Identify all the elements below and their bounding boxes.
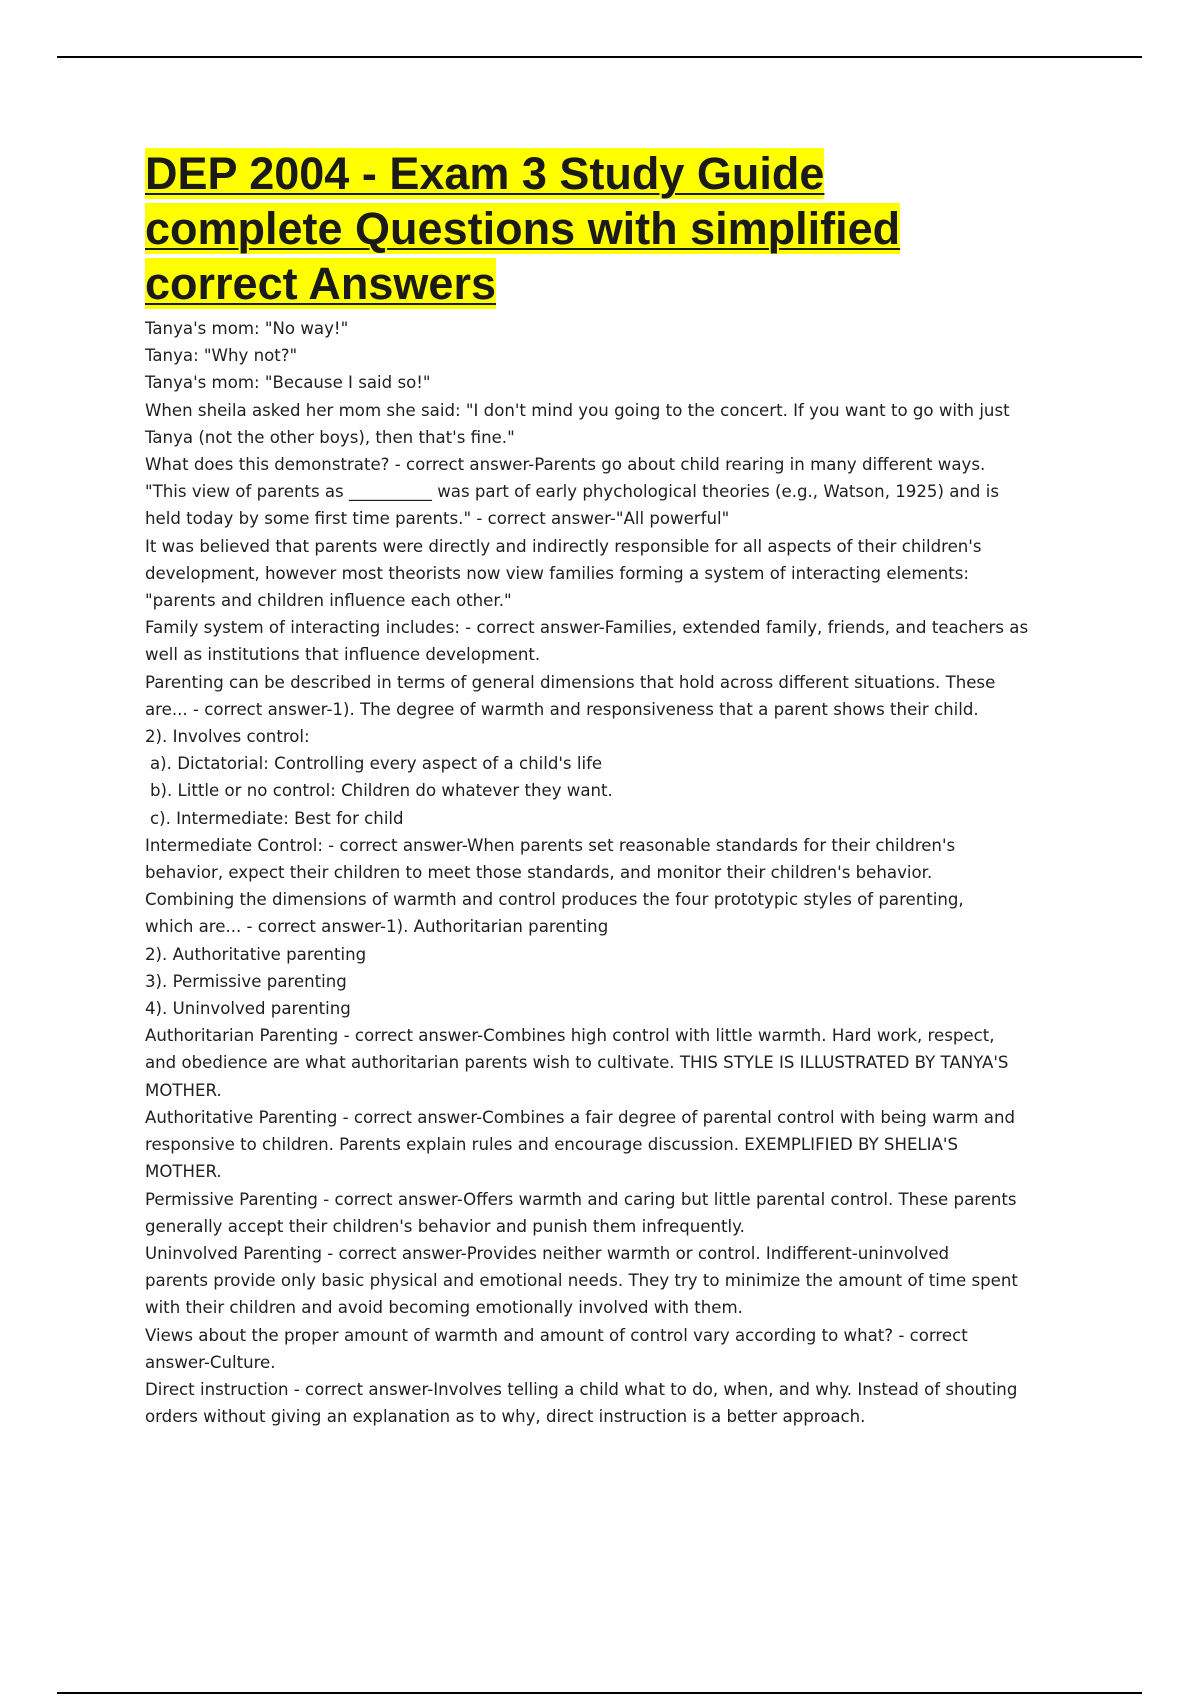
text-line: "parents and children influence each other." bbox=[145, 591, 512, 611]
title-line-text: DEP 2004 - Exam 3 Study Guide bbox=[145, 148, 825, 199]
text-line: Family system of interacting includes: - correct answer-Families, extended family, friends, and teachers as bbox=[145, 618, 1029, 638]
text-line: parents provide only basic physical and emotional needs. They try to minimize the amount of time spent bbox=[145, 1271, 1018, 1291]
text-line: Direct instruction - correct answer-Involves telling a child what to do, when, and why. Instead of shouting bbox=[145, 1379, 1018, 1399]
text-line: Tanya's mom: "No way!" bbox=[145, 319, 349, 338]
text-line: Views about the proper amount of warmth and amount of control vary according to what? - correct bbox=[145, 1325, 968, 1345]
text-line: Combining the dimensions of warmth and control produces the four prototypic styles of parenting, bbox=[145, 890, 964, 910]
text-line: 2). Involves control: bbox=[145, 727, 310, 747]
text-line: Authoritative Parenting - correct answer-Combines a fair degree of parental control with being warm and bbox=[145, 1107, 1015, 1127]
title-line-text: complete Questions with simplified bbox=[145, 203, 901, 254]
text-line: MOTHER. bbox=[145, 1080, 222, 1100]
text-line: MOTHER. bbox=[145, 1162, 222, 1182]
text-line: are... - correct answer-1). The degree of warmth and responsiveness that a parent shows their child. bbox=[145, 699, 979, 719]
text-line: responsive to children. Parents explain rules and encourage discussion. EXEMPLIFIED BY SHELIA'S bbox=[145, 1135, 959, 1155]
text-line: 2). Authoritative parenting bbox=[145, 944, 367, 964]
bottom-rule bbox=[57, 1692, 1142, 1694]
title-line bbox=[145, 146, 1095, 201]
text-line: Permissive Parenting - correct answer-Offers warmth and caring but little parental control. These parents bbox=[145, 1189, 1017, 1209]
text-line: When sheila asked her mom she said: "I don't mind you going to the concert. If you want to go with just bbox=[145, 400, 1010, 420]
text-line: which are... - correct answer-1). Authoritarian parenting bbox=[145, 917, 609, 937]
text-line: 4). Uninvolved parenting bbox=[145, 999, 351, 1019]
title-line bbox=[145, 256, 1095, 311]
text-line: behavior, expect their children to meet those standards, and monitor their children's behavior. bbox=[145, 863, 933, 883]
text-line: Tanya (not the other boys), then that's fine." bbox=[145, 427, 515, 447]
text-line: It was believed that parents were directly and indirectly responsible for all aspects of their children's bbox=[145, 536, 982, 556]
text-line: What does this demonstrate? - correct answer-Parents go about child rearing in many different ways. bbox=[145, 455, 986, 475]
text-line: well as institutions that influence development. bbox=[145, 645, 541, 665]
text-line: Uninvolved Parenting - correct answer-Provides neither warmth or control. Indifferent-uninvolved bbox=[145, 1243, 950, 1263]
text-line: c). Intermediate: Best for child bbox=[150, 808, 404, 828]
text-line: Intermediate Control: - correct answer-When parents set reasonable standards for their children's bbox=[145, 835, 956, 855]
text-line: answer-Culture. bbox=[145, 1352, 276, 1372]
title-line bbox=[145, 201, 1095, 256]
top-rule bbox=[57, 56, 1142, 58]
text-line: "This view of parents as __________ was part of early phychological theories (e.g., Watson, 1925) and is bbox=[145, 482, 999, 502]
study-guide-text bbox=[145, 315, 1095, 1430]
text-line: and obedience are what authoritarian parents wish to cultivate. THIS STYLE IS ILLUSTRATED BY TANYA'S bbox=[145, 1053, 1009, 1073]
text-line: Parenting can be described in terms of general dimensions that hold across different situations. These bbox=[145, 672, 996, 692]
text-line: generally accept their children's behavior and punish them infrequently. bbox=[145, 1216, 745, 1236]
text-line: Tanya: "Why not?" bbox=[145, 346, 298, 366]
text-line: orders without giving an explanation as to why, direct instruction is a better approach. bbox=[145, 1407, 866, 1427]
document-body bbox=[145, 146, 1095, 1430]
text-line: a). Dictatorial: Controlling every aspect of a child's life bbox=[150, 754, 603, 774]
text-line: b). Little or no control: Children do whatever they want. bbox=[150, 781, 613, 801]
text-line: development, however most theorists now view families forming a system of interacting elements: bbox=[145, 563, 970, 583]
text-line: Authoritarian Parenting - correct answer-Combines high control with little warmth. Hard work, respect, bbox=[145, 1026, 995, 1046]
text-line: with their children and avoid becoming emotionally involved with them. bbox=[145, 1298, 743, 1318]
document-title bbox=[145, 146, 1095, 311]
text-line: held today by some first time parents." - correct answer-"All powerful" bbox=[145, 509, 730, 529]
text-line: 3). Permissive parenting bbox=[145, 971, 347, 991]
text-line: Tanya's mom: "Because I said so!" bbox=[145, 373, 431, 393]
title-line-text: correct Answers bbox=[145, 258, 496, 309]
